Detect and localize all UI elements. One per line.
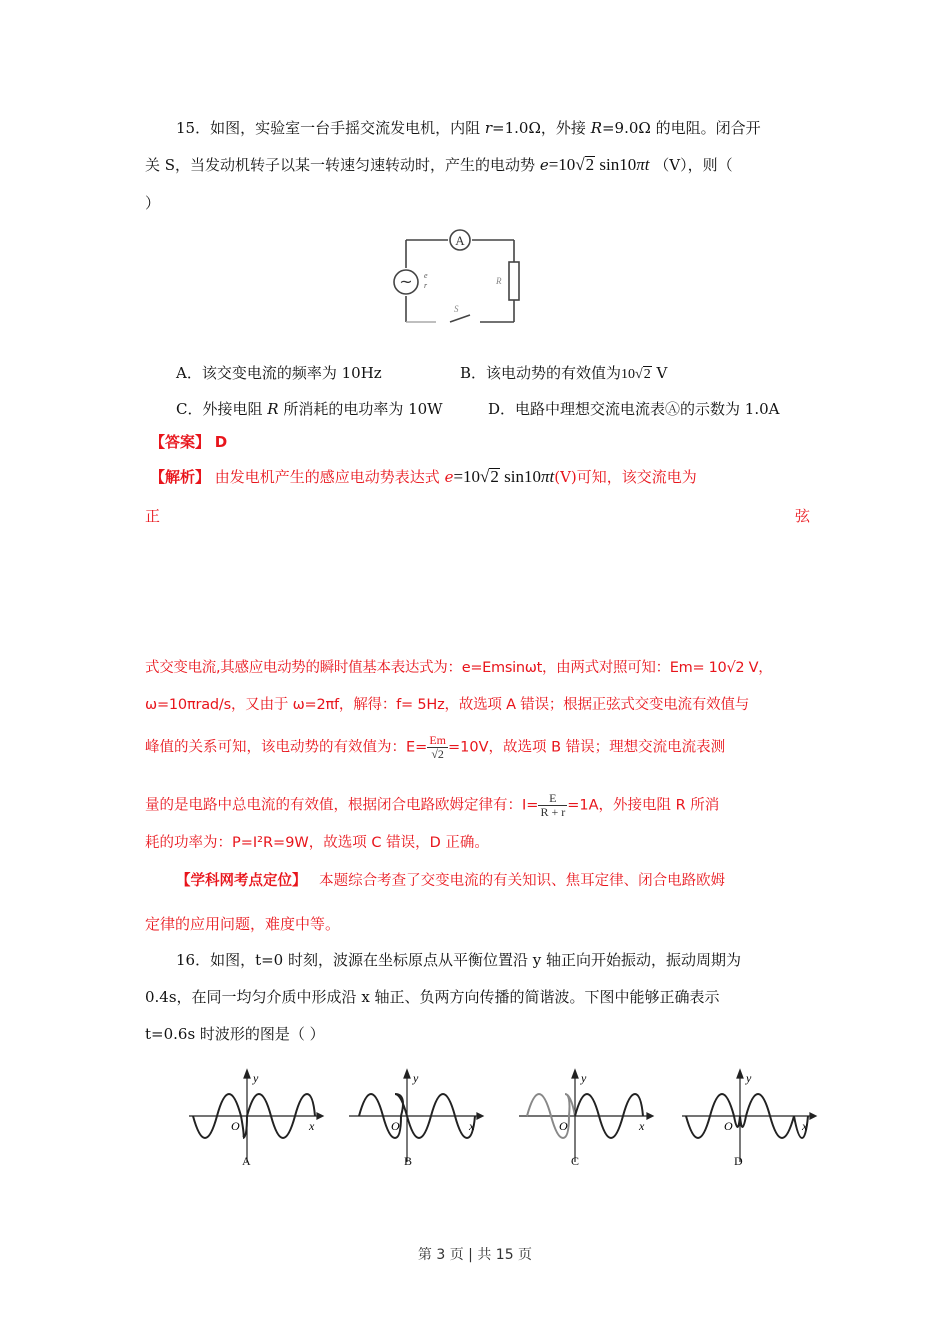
analysis-text: =1A，外接电阻 R 所消 xyxy=(567,797,720,814)
q15-text: =1.0Ω，外接 xyxy=(492,119,591,137)
analysis-text: (V)可知，该交流电为 xyxy=(554,468,697,486)
answer-line xyxy=(150,432,815,452)
analysis-line-5 xyxy=(145,734,810,761)
option-letter: D． xyxy=(488,400,516,418)
ammeter-label: A xyxy=(455,233,465,248)
svg-text:y: y xyxy=(581,1071,587,1085)
svg-text:y: y xyxy=(746,1071,752,1085)
option-a[interactable] xyxy=(176,362,382,383)
q16-line-2: 0.4s，在同一均匀介质中形成沿 x 轴正、负两方向传播的简谐波。下图中能够正确表示 xyxy=(145,988,720,1006)
q15-text: =9.0Ω 的电阻。闭合开 xyxy=(601,119,761,137)
graph-label-b: B xyxy=(404,1154,413,1168)
fraction-e-over-r xyxy=(538,792,567,819)
circuit-diagram xyxy=(388,224,578,336)
answer-label: 【答案】 xyxy=(150,433,211,451)
graph-label-d: D xyxy=(734,1154,743,1168)
question-number: 15． xyxy=(176,119,211,137)
analysis-text: 量的是电路中总电流的有效值，根据闭合电路欧姆定律有：I= xyxy=(145,797,539,814)
svg-text:x: x xyxy=(639,1119,645,1133)
ac-source-symbol: ~ xyxy=(399,272,413,291)
svg-text:e: e xyxy=(424,271,428,280)
page-footer: 第 3 页 | 共 15 页 xyxy=(417,1247,533,1263)
svg-text:O: O xyxy=(559,1119,568,1133)
q15-text: 关 S，当发动机转子以某一转速匀速转动时，产生的电动势 xyxy=(145,156,540,174)
q15-line-2: 关 S，当发动机转子以某一转速匀速转动时，产生的电动势 e=10√2 sin10πt （V），则（ xyxy=(145,155,733,174)
option-math: 10 xyxy=(621,367,636,382)
analysis-label: 【解析】 xyxy=(150,468,211,486)
q16-line-3: t=0.6s 时波形的图是（ ） xyxy=(145,1025,325,1043)
answer-value: D xyxy=(214,433,228,451)
q15-line-1 xyxy=(176,118,841,138)
wave-graph-b[interactable] xyxy=(345,1066,485,1170)
emf-sqrt: 2 xyxy=(585,155,595,174)
analysis-line-1: 【解析】 由发电机产生的感应电动势表达式 e=10√2 sin10πt(V)可知，该交流电为 xyxy=(150,467,697,486)
option-c[interactable] xyxy=(176,398,443,419)
svg-text:O: O xyxy=(391,1119,400,1133)
var-r: r xyxy=(484,119,493,137)
frac-numerator: E xyxy=(538,792,567,806)
kaodian-text: 本题综合考查了交变电流的有关知识、焦耳定律、闭合电路欧姆 xyxy=(319,873,726,889)
emf-pi-t: πt xyxy=(636,155,650,174)
analysis-line-7: 耗的功率为：P=I²R=9W，故选项 C 错误，D 正确。 xyxy=(145,835,489,851)
svg-text:S: S xyxy=(454,304,459,314)
emf-sin: sin10 xyxy=(595,155,637,174)
q16-line-1: 16．如图，t=0 时刻，波源在坐标原点从平衡位置沿 y 轴正向开始振动，振动周期为 xyxy=(176,951,742,969)
option-text: 该电动势的有效值为 xyxy=(486,364,622,382)
svg-text:y: y xyxy=(413,1071,419,1085)
svg-text:x: x xyxy=(469,1119,475,1133)
svg-text:x: x xyxy=(309,1119,315,1133)
option-text: 所消耗的电功率为 10W xyxy=(278,400,443,418)
svg-text:y: y xyxy=(253,1071,259,1085)
analysis-text: =10V，故选项 B 错误；理想交流电流表测 xyxy=(447,739,726,756)
analysis-text: 峰值的关系可知，该电动势的有效值为：E= xyxy=(145,739,428,756)
q15-text: （V），则（ xyxy=(649,156,733,174)
kaodian-line-2: 定律的应用问题，难度中等。 xyxy=(145,915,341,933)
analysis-line-3: 式交变电流,其感应电动势的瞬时值基本表达式为：e=Emsinωt，由两式对照可知：Em= 10√2 V， xyxy=(145,660,773,676)
svg-text:O: O xyxy=(231,1119,240,1133)
q15-line-3: ） xyxy=(145,194,161,212)
q15-text: 如图，实验室一台手摇交流发电机，内阻 xyxy=(210,119,485,137)
graph-label-c: C xyxy=(571,1154,580,1168)
graph-label-a: A xyxy=(242,1154,251,1168)
analysis-line-6 xyxy=(145,792,810,819)
option-text: 电路中理想交流电流表Ⓐ的示数为 1.0A xyxy=(515,400,780,418)
analysis-text: 正 xyxy=(145,507,161,525)
svg-text:O: O xyxy=(724,1119,733,1133)
var-e: e xyxy=(539,156,549,174)
option-letter: C． xyxy=(176,400,203,418)
wave-graph-c[interactable] xyxy=(515,1066,655,1170)
svg-text:r: r xyxy=(424,281,428,290)
wave-graph-d[interactable] xyxy=(678,1066,818,1170)
analysis-text: 弦 xyxy=(794,507,810,525)
svg-text:x: x xyxy=(802,1119,808,1133)
option-d[interactable] xyxy=(488,398,780,419)
var-R: R xyxy=(267,400,279,418)
option-b[interactable]: B．该电动势的有效值为10√2 V xyxy=(460,364,668,382)
analysis-line-2 xyxy=(145,506,810,526)
wave-graph-a[interactable] xyxy=(185,1066,325,1170)
frac-denominator: R + r xyxy=(540,805,566,819)
option-letter: B． xyxy=(460,364,487,382)
svg-text:R: R xyxy=(496,276,502,286)
option-text: 该交变电流的频率为 10Hz xyxy=(201,364,382,382)
frac-denominator: √2 xyxy=(431,747,444,761)
var-R: R xyxy=(590,119,602,137)
option-letter: A． xyxy=(176,364,202,382)
option-text: 外接电阻 xyxy=(202,400,268,418)
analysis-text: 由发电机产生的感应电动势表达式 xyxy=(214,468,445,486)
kaodian-label: 【学科网考点定位】 xyxy=(176,873,307,889)
option-sqrt: 2 xyxy=(643,367,651,382)
option-unit: V xyxy=(651,364,668,382)
emf-eq: =10 xyxy=(548,155,576,174)
frac-numerator: Em xyxy=(429,733,446,747)
kaodian-line-1 xyxy=(176,871,841,891)
analysis-line-4: ω=10πrad/s，又由于 ω=2πf，解得：f= 5Hz，故选项 A 错误；根据正弦式交变电流有效值与 xyxy=(145,697,750,713)
fraction-em-sqrt2 xyxy=(427,734,448,761)
